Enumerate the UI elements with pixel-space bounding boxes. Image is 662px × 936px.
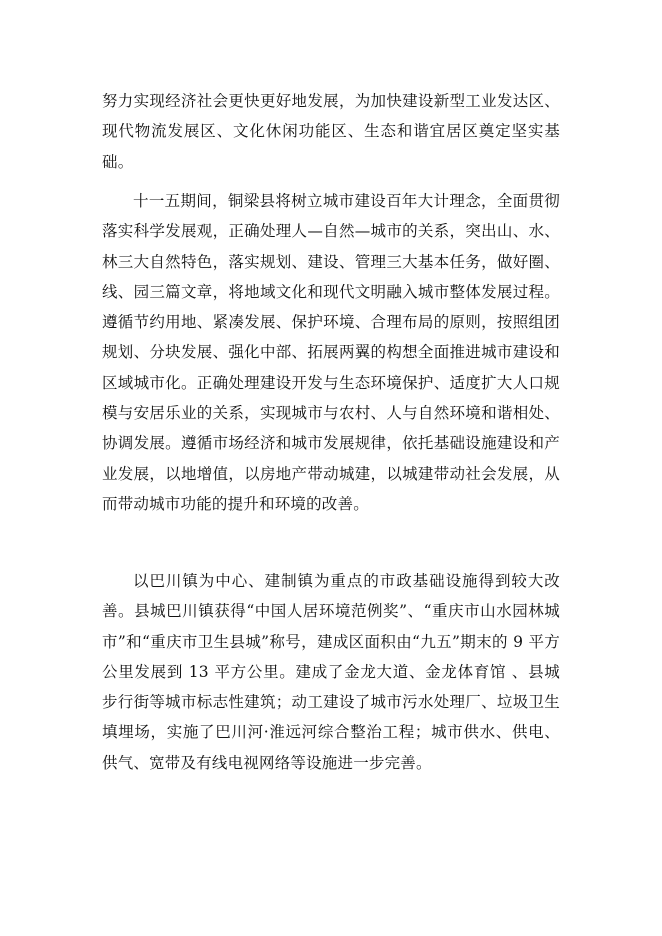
paragraph-1: 努力实现经济社会更快更好地发展，为加快建设新型工业发达区、现代物流发展区、文化休闲功能区、生态和谐宜居区奠定坚实基础。 <box>102 92 560 171</box>
paragraph-3: 以巴川镇为中心、建制镇为重点的市政基础设施得到较大改善。县城巴川镇获得“中国人居环境范例奖”、“重庆市山水园林城市”和“重庆市卫生县城”称号，建成区面积由“九五”期末的 9 平方公里发展到 13 平方公里。建成了金龙大道、金龙体育馆 、县城步行街等城市标志性建筑；动工建设了城市污水处理厂、垃圾卫生填埋场，实施了巴川河·淮远河综合整治工程；城市供水、供电、供气、宽带及有线电视网络等设施进一步完善。 <box>102 572 560 772</box>
paragraph-2: 十一五期间，铜梁县将树立城市建设百年大计理念，全面贯彻落实科学发展观，正确处理人—自然—城市的关系，突出山、水、林三大自然特色，落实规划、建设、管理三大基本任务，做好圈、线、园三篇文章，将地域文化和现代文明融入城市整体发展过程。遵循节约用地、紧凑发展、保护环境、合理布局的原则，按照组团规划、分块发展、强化中部、拓展两翼的构想全面推进城市建设和区域城市化。正确处理建设开发与生态环境保护、适度扩大人口规模与安居乐业的关系，实现城市与农村、人与自然环境和谐相处、协调发展。遵循市场经济和城市发展规律，依托基础设施建设和产业发展，以地增值，以房地产带动城建，以城建带动社会发展，从而带动城市功能的提升和环境的改善。 <box>102 192 560 513</box>
